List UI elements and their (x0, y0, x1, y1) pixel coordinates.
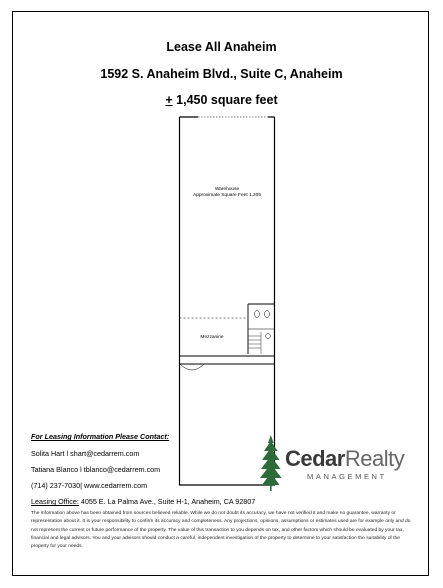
stairs (248, 332, 261, 354)
leasing-office-label: Leasing Office: (31, 497, 79, 506)
toilet-fixture-2 (265, 311, 270, 318)
contact-person-2[interactable]: Tatiana Blanco l tblanco@cedarrem.com (31, 465, 161, 474)
leasing-office (31, 497, 255, 506)
listing-size (0, 93, 443, 107)
mezzanine-label: Mezzanine (200, 335, 224, 340)
contact-heading: For Leasing Information Please Contact: (31, 432, 170, 441)
leasing-office-address: 4055 E. La Palma Ave., Suite H-1, Anaheim, CA 92807 (78, 497, 256, 506)
office-door-swing (180, 364, 204, 370)
contact-person-1[interactable]: Solita Hart l shart@cedarrem.com (31, 449, 140, 458)
warehouse-area-label: Approximate Square Feet 1,205 (193, 193, 261, 198)
brand-tagline: MANAGEMENT (307, 472, 387, 481)
contact-phone-web[interactable]: (714) 237-7030| www.cedarrem.com (31, 481, 148, 490)
disclaimer-text: The information above has been obtained from sources believed reliable. While we do not doubt its accuracy, we have not verified it and make no guarantee, warranty or representation about it. It is your responsibility to confirm its accuracy and completeness. Any projections, opinions, assumptions or estimates used are for example only and do not represent the current or future performance of the property. The value of this transaction to you depends on tax, and other factors which should be evaluated by your tax, financial and legal advisors. You and your advisors should conduct a careful, independent investigation of the property to determine to your satisfaction the suitability of the property for your needs. (31, 511, 411, 550)
brand-sub: Realty (344, 446, 405, 471)
size-text: 1,450 square feet (172, 93, 278, 107)
warehouse-label: Warehouse (214, 187, 240, 192)
listing-address: 1592 S. Anaheim Blvd., Suite C, Anaheim (100, 67, 343, 81)
brand-name (285, 446, 404, 472)
listing-title: Lease All Anaheim (166, 40, 277, 54)
plus-minus-sign: + (165, 93, 173, 107)
toilet-fixture-1 (255, 311, 260, 318)
brand-main: Cedar (285, 446, 345, 471)
plan-outer-wall (180, 117, 275, 485)
sink-fixture (266, 334, 271, 339)
